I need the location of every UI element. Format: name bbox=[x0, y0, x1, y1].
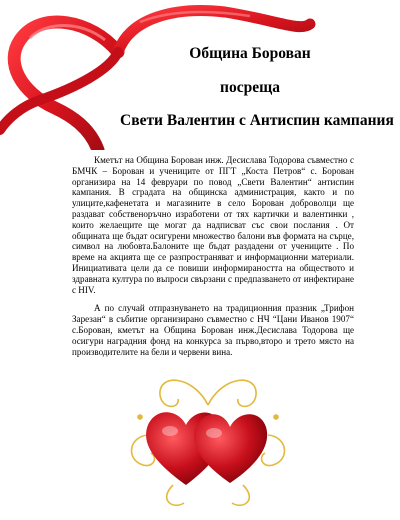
paragraph-campaign: Кметът на Община Борован инж. Десислава Тодорова съвместно с БМЧК – Борован и учениците от ПГТ „Коста Петров“ с. Борован организира на 14 февруари по повод „Свети Валентин“ антиспин кампания. В сградата на общинска администрация, както и по улиците,кафенетата и магазините в село Борован доброволци ще раздават собственоръчно изработени от тях картички и валентинки , които желаещите ще могат да надписват със свои послания . От общината ще бъдат осигурени множество балони във формата на сърце, символ на любовта.Балоните ще бъдат раздадени от учениците . По време на акцията ще се разпространяват и информационни материали. Инициативата цели да се повиши информираността на обществото и здравната култура по въпроси свързани с предпазването от инфектиране с HIV. bbox=[72, 155, 354, 295]
article-body bbox=[72, 155, 354, 365]
title-line-2: посреща bbox=[220, 78, 280, 96]
twin-hearts-swirl-icon bbox=[118, 365, 298, 515]
page-title bbox=[120, 45, 394, 129]
title-line-3: Свети Валентин с Антиспин кампания bbox=[120, 112, 394, 129]
paragraph-trifon-zarezan: А по случай отпразнуването на традиционния празник „Трифон Зарезан“ в събитие организирано съвместно с НЧ “Цани Иванов 1907“ с.Борован, кметът на Община Борован инж.Десислава Тодорова ще осигури наградния фонд на конкурса за първо,второ и трето място на производителите на бели и червени вина. bbox=[72, 303, 354, 357]
title-line-1: Община Борован bbox=[189, 45, 311, 62]
